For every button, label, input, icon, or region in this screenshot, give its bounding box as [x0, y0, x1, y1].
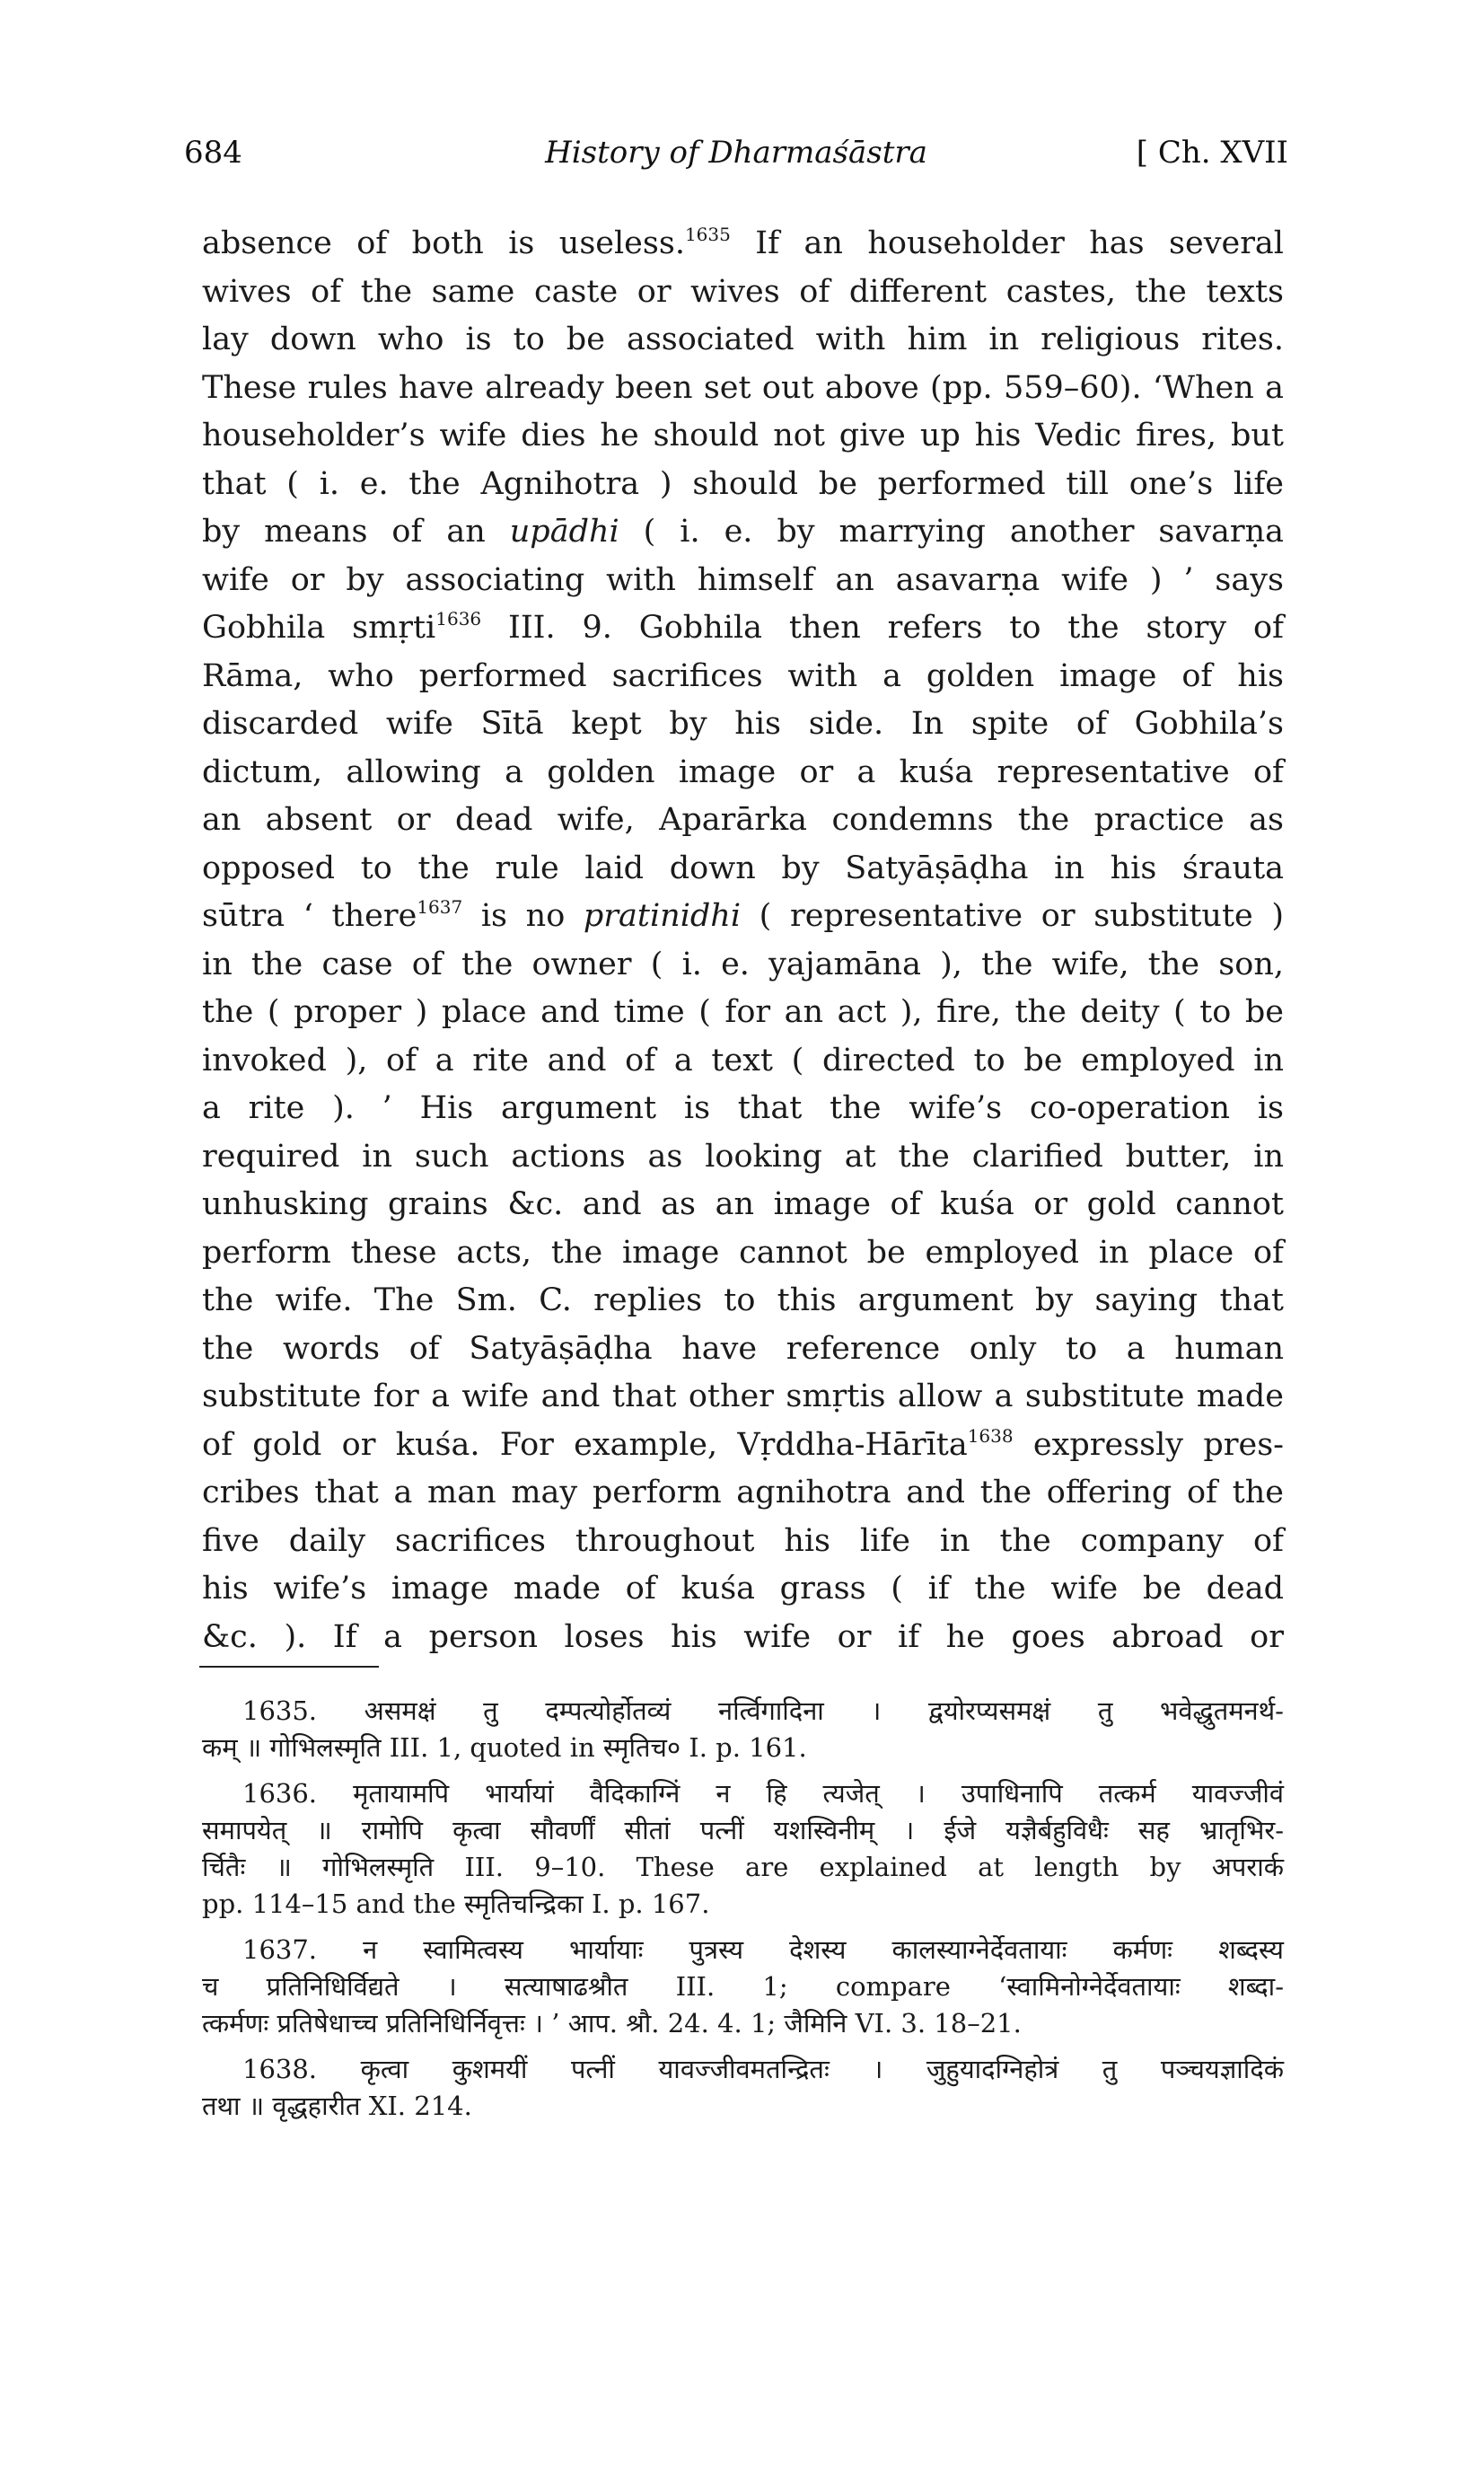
text-line: the words of Satyāṣāḍha have reference only to a human: [202, 1330, 1284, 1367]
text-line: wife or by associating with himself an asavarṇa wife ) ’ says: [202, 561, 1284, 598]
footnote-1636: [202, 1775, 1284, 1923]
footnote-line: च प्रतिनिधिर्विद्यते । सत्याषाढश्रौत III. 1; compare ‘स्वामिनोग्नेर्देवतायाः शब्दा-: [202, 1971, 1284, 2002]
footnote-ref-1636: 1636: [435, 608, 482, 630]
text-line: of gold or kuśa. For example, Vṛddha-Hārīta$^{1638}$ expressly pres-: [202, 1424, 1284, 1463]
text-line: in the case of the owner ( i. e. yajamāna ), the wife, the son,: [202, 946, 1284, 982]
text-line: absence of both is useless.$^{1635}$ If an householder has several: [202, 224, 1284, 261]
text-line: Rāma, who performed sacrifices with a golden image of his: [202, 657, 1284, 694]
footnote-line: 1638. कृत्वा कुशमयीं पत्नीं यावज्जीवमतन्द्रितः । जुहुयादग्निहोत्रं तु पञ्चयज्ञादिकं: [242, 2054, 1284, 2084]
footnote-line: 1635. असमक्षं तु दम्पत्योर्होतव्यं नर्त्विगादिना । द्वयोरप्यसमक्षं तु भवेद्धुतमनर्थ-: [242, 1695, 1284, 1726]
footnotes: [202, 1693, 1284, 2134]
text-line: his wife’s image made of kuśa grass ( if the wife be dead: [202, 1571, 1284, 1607]
footnote-line: समापयेत् ॥ रामोपि कृत्वा सौवर्णीं सीतां पत्नीं यशस्विनीम् । ईजे यज्ञैर्बहुविधैः सह भ्रातृभिर-: [202, 1815, 1284, 1845]
text-line: lay down who is to be associated with him in religious rites.: [202, 321, 1284, 357]
footnote-ref-1637: 1637: [417, 896, 463, 918]
chapter-label: [ Ch. XVII: [1136, 135, 1288, 171]
main-text: [202, 220, 1284, 1661]
text-line: dictum, allowing a golden image or a kuśa representative of: [202, 753, 1284, 790]
text-line: discarded wife Sītā kept by his side. In spite of Gobhila’s: [202, 706, 1284, 742]
text-line: the wife. The Sm. C. replies to this argument by saying that: [202, 1282, 1284, 1318]
footnote-1635: [202, 1693, 1284, 1766]
text-line: an absent or dead wife, Aparārka condemns the practice as: [202, 802, 1284, 838]
text-line: householder’s wife dies he should not give up his Vedic fires, but: [202, 418, 1284, 453]
text-line: wives of the same caste or wives of different castes, the texts: [202, 273, 1284, 310]
term-pratinidhi: pratinidhi: [583, 898, 742, 934]
page-number: 684: [184, 135, 242, 171]
text-line: required in such actions as looking at the clarified butter, in: [202, 1138, 1284, 1175]
footnote-1637: [202, 1932, 1284, 2042]
text-line: the ( proper ) place and time ( for an act ), fire, the deity ( to be: [202, 994, 1284, 1030]
footnote-separator: [199, 1666, 379, 1668]
text-line: five daily sacrifices throughout his life in the company of: [202, 1522, 1284, 1559]
text-line: cribes that a man may perform agnihotra and the offering of the: [202, 1475, 1284, 1510]
footnote-line: 1636. मृतायामपि भार्यायां वैदिकाग्निं न हि त्यजेत् । उपाधिनापि तत्कर्म यावज्जीवं: [242, 1778, 1284, 1809]
text-line: substitute for a wife and that other smṛtis allow a substitute made: [202, 1378, 1284, 1414]
running-header: [184, 135, 1288, 180]
footnote-ref-1635: 1635: [684, 224, 731, 245]
text-line: opposed to the rule laid down by Satyāṣāḍha in his śrauta: [202, 850, 1284, 886]
text-line: that ( i. e. the Agnihotra ) should be performed till one’s life: [202, 465, 1284, 502]
text-line: a rite ). ’ His argument is that the wife’s co-operation is: [202, 1090, 1284, 1126]
footnote-line: 1637. न स्वामित्वस्य भार्यायाः पुत्रस्य देशस्य कालस्याग्नेर्देवतायाः कर्मणः शब्दस्य: [242, 1934, 1284, 1965]
text-line: These rules have already been set out above (pp. 559–60). ‘When a: [202, 369, 1284, 406]
text-line: by means of an upādhi ( i. e. by marrying another savarṇa: [202, 514, 1285, 550]
text-line: Gobhila smṛti$^{1636}$ III. 9. Gobhila then refers to the story of: [202, 608, 1284, 646]
text-line: perform these acts, the image cannot be employed in place of: [202, 1234, 1284, 1271]
text-line: &c. ). If a person loses his wife or if he goes abroad or: [202, 1618, 1284, 1655]
footnote-ref-1638: 1638: [967, 1424, 1014, 1447]
footnote-line: त्कर्मणः प्रतिषेधाच्च प्रतिनिधिर्निवृत्तः । ’ आप. श्रौ. 24. 4. 1; जैमिनि VI. 3. 18–21.: [202, 2008, 1022, 2039]
footnote-1638: [202, 2051, 1284, 2125]
footnote-line: र्चितैः ॥ गोभिलस्मृति III. 9–10. These are explained at length by अपरार्क: [202, 1852, 1284, 1882]
footnote-line: कम् ॥ गोभिलस्मृति III. 1, quoted in स्मृतिच० I. p. 161.: [202, 1732, 807, 1763]
footnote-line: pp. 114–15 and the स्मृतिचन्द्रिका I. p. 167.: [202, 1889, 710, 1919]
running-title: History of Dharmaśāstra: [545, 135, 927, 171]
term-upadhi: upādhi: [509, 514, 619, 550]
footnote-line: तथा ॥ वृद्धहारीत XI. 214.: [202, 2091, 472, 2121]
text-line: unhusking grains &c. and as an image of kuśa or gold cannot: [202, 1186, 1284, 1222]
text-line: sūtra ‘ there$^{1637}$ is no pratinidhi ( representative or substitute ): [202, 896, 1285, 934]
text-line: invoked ), of a rite and of a text ( directed to be employed in: [202, 1042, 1284, 1079]
